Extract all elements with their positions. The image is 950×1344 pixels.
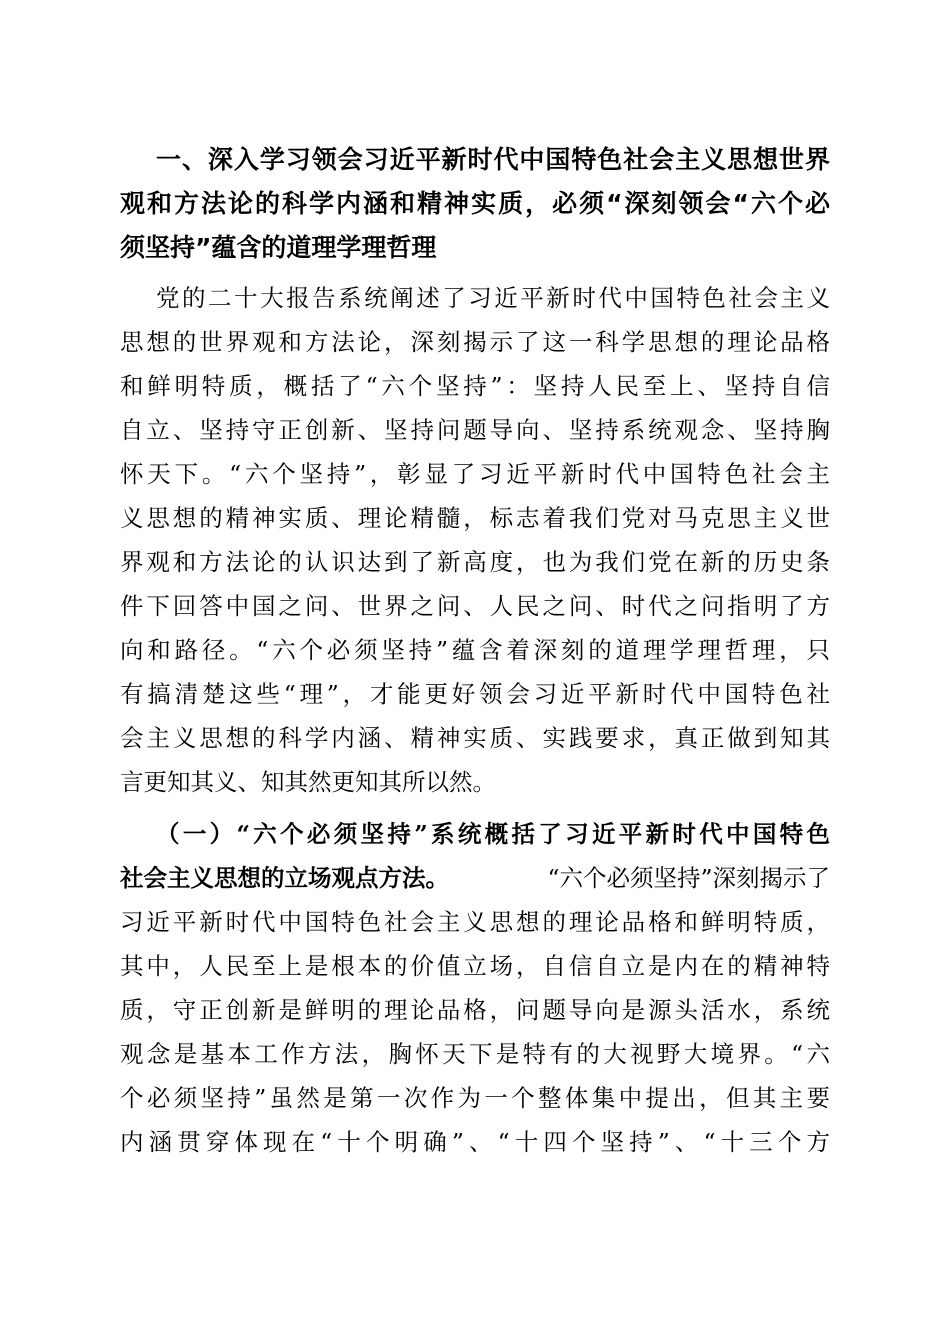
paragraph-2-line-2-rest: “六个必须坚持”深刻揭示了 (547, 864, 830, 892)
section-heading-line-3: 须坚持”蕴含的道理学理哲理 (120, 233, 437, 262)
paragraph-1-line-12: 言更知其义、知其然更知其所以然。 (120, 768, 496, 796)
paragraph-2-line-6: 观念是基本工作方法，胸怀天下是特有的大视野大境界。“六 (120, 1040, 830, 1068)
paragraph-1-line-8: 件下回答中国之问、世界之问、人民之问、时代之问指明了方 (120, 592, 830, 620)
section-heading-line-1: 一、深入学习领会习近平新时代中国特色社会主义思想世界 (156, 145, 830, 174)
paragraph-1-line-10: 有搞清楚这些“理”，才能更好领会习近平新时代中国特色社 (120, 680, 830, 708)
paragraph-1-line-11: 会主义思想的科学内涵、精神实质、实践要求，真正做到知其 (120, 724, 830, 752)
paragraph-1-line-5: 怀天下。“六个坚持”，彰显了习近平新时代中国特色社会主 (120, 460, 830, 488)
paragraph-1-line-4: 自立、坚持守正创新、坚持问题导向、坚持系统观念、坚持胸 (120, 416, 830, 444)
subheading-line-1: （一）“六个必须坚持”系统概括了习近平新时代中国特色 (156, 820, 830, 848)
paragraph-2-line-3: 习近平新时代中国特色社会主义思想的理论品格和鲜明特质， (120, 908, 830, 936)
paragraph-1-line-6: 义思想的精神实质、理论精髓，标志着我们党对马克思主义世 (120, 504, 830, 532)
paragraph-2-line-4: 其中，人民至上是根本的价值立场，自信自立是内在的精神特 (120, 952, 830, 980)
paragraph-2-line-5: 质，守正创新是鲜明的理论品格，问题导向是源头活水，系统 (120, 996, 830, 1024)
paragraph-2-line-2 (120, 856, 830, 900)
paragraph-1-line-2: 思想的世界观和方法论，深刻揭示了这一科学思想的理论品格 (120, 328, 830, 356)
paragraph-1-line-3: 和鲜明特质，概括了“六个坚持”：坚持人民至上、坚持自信 (120, 372, 830, 400)
paragraph-2-line-7: 个必须坚持”虽然是第一次作为一个整体集中提出，但其主要 (120, 1084, 830, 1112)
paragraph-1-line-7: 界观和方法论的认识达到了新高度，也为我们党在新的历史条 (120, 548, 830, 576)
paragraph-1-line-1: 党的二十大报告系统阐述了习近平新时代中国特色社会主义 (156, 284, 830, 312)
paragraph-2-line-8: 内涵贯穿体现在“十个明确”、“十四个坚持”、“十三个方 (120, 1128, 830, 1156)
subheading-line-2: 社会主义思想的立场观点方法。 (120, 864, 449, 892)
section-heading-line-2: 观和方法论的科学内涵和精神实质，必须“深刻领会“六个必 (120, 189, 830, 218)
paragraph-1-line-9: 向和路径。“六个必须坚持”蕴含着深刻的道理学理哲理，只 (120, 636, 830, 664)
